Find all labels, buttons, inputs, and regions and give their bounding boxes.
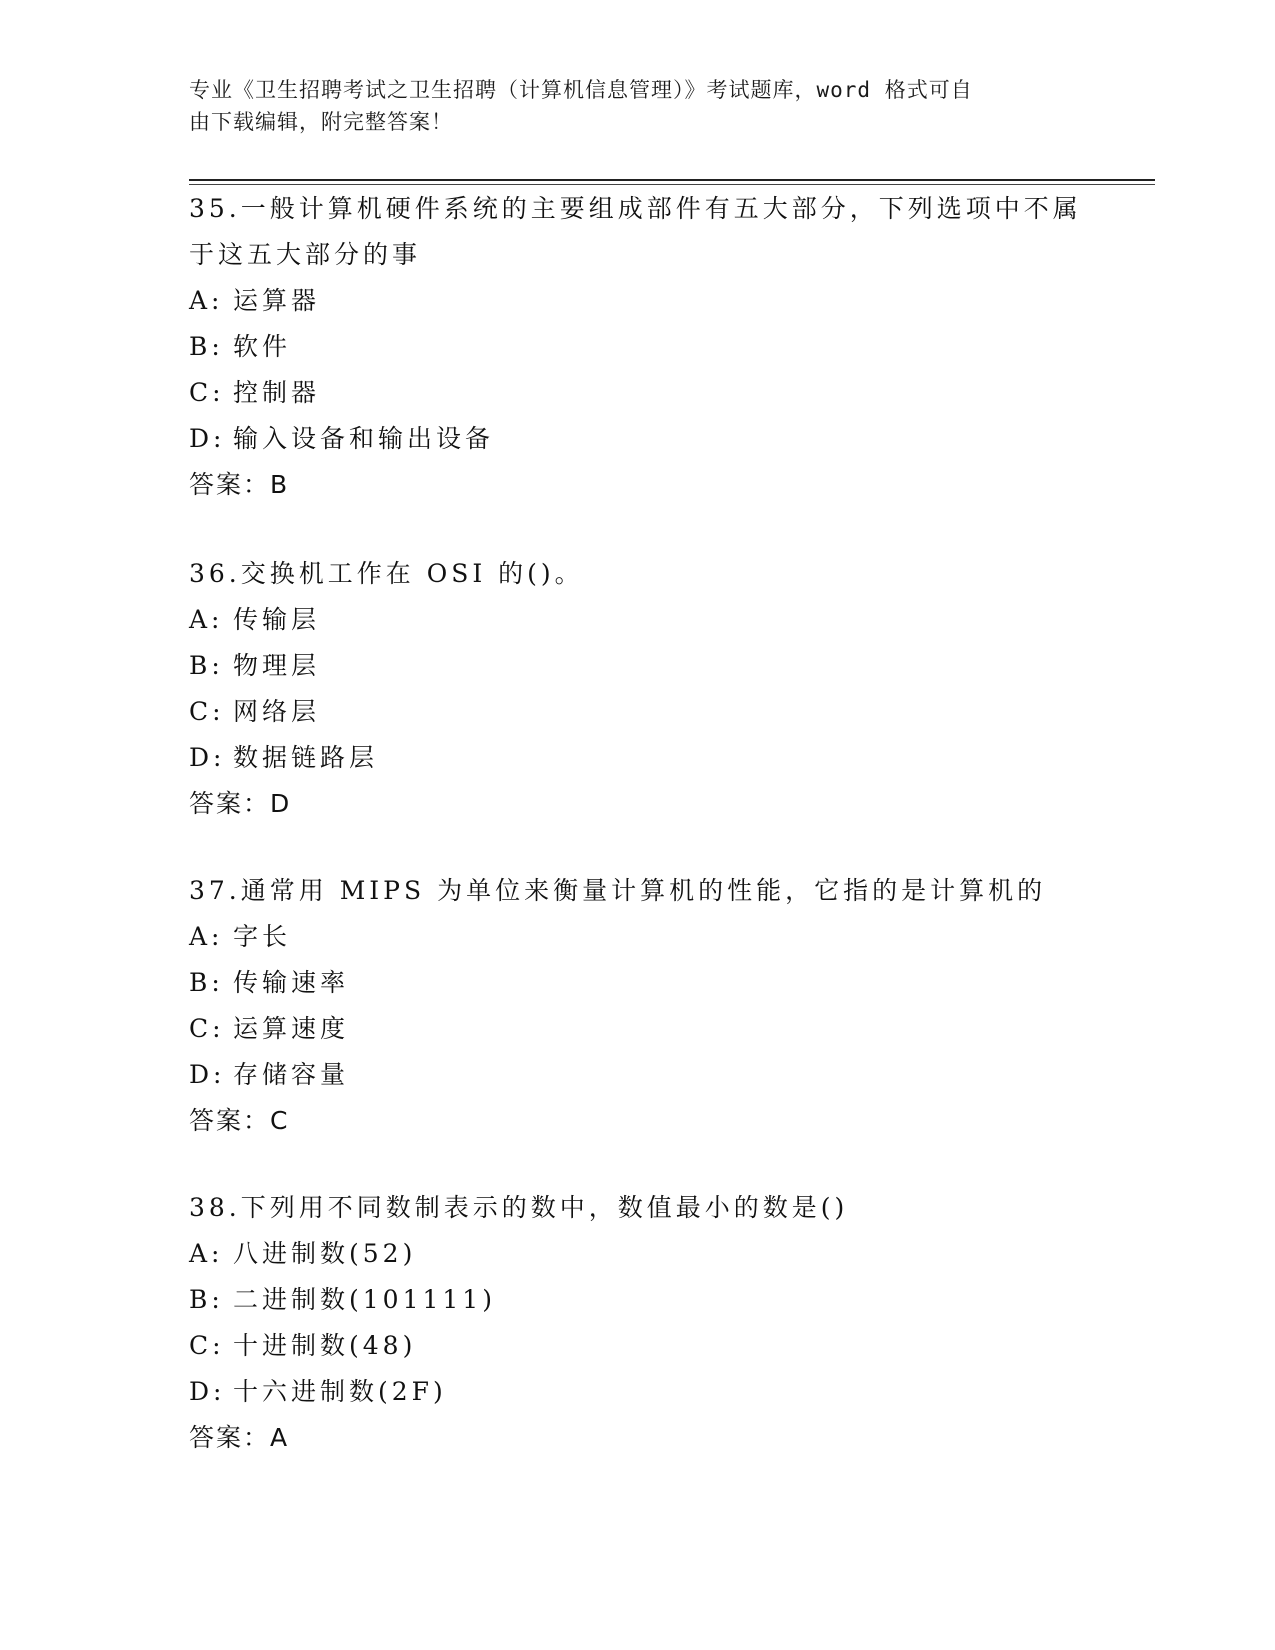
option-d <box>189 416 1109 462</box>
option-c <box>189 370 1109 416</box>
option-label: D: <box>189 1377 226 1406</box>
question-stem-line: 于这五大部分的事 <box>189 240 422 269</box>
option-label: C: <box>189 1331 225 1360</box>
option-text: 十进制数(48) <box>233 1331 417 1360</box>
option-text: 十六进制数(2F) <box>233 1377 447 1406</box>
question-stem <box>189 868 1109 914</box>
option-text: 存储容量 <box>233 1060 350 1089</box>
option-d <box>189 1369 1109 1415</box>
answer-line: 答案：C <box>189 1106 290 1135</box>
document-header <box>189 74 1089 138</box>
option-label: C: <box>189 378 225 407</box>
question-35 <box>189 186 1109 508</box>
option-text: 运算速度 <box>233 1014 350 1043</box>
option-c <box>189 689 1109 735</box>
option-b <box>189 324 1109 370</box>
question-stem-line: 35.一般计算机硬件系统的主要组成部件有五大部分，下列选项中不属 <box>189 194 1082 223</box>
option-label: B: <box>189 1285 224 1314</box>
option-label: B: <box>189 651 224 680</box>
option-text: 输入设备和输出设备 <box>233 424 495 453</box>
option-label: B: <box>189 332 224 361</box>
option-label: C: <box>189 697 225 726</box>
option-d <box>189 735 1109 781</box>
option-label: D: <box>189 743 226 772</box>
option-text: 数据链路层 <box>233 743 379 772</box>
header-divider-thin <box>189 184 1155 185</box>
option-a <box>189 278 1109 324</box>
option-text: 运算器 <box>233 286 321 315</box>
question-stem <box>189 186 1109 278</box>
question-stem-line: 37.通常用 MIPS 为单位来衡量计算机的性能，它指的是计算机的 <box>189 876 1047 905</box>
option-text: 控制器 <box>233 378 321 407</box>
header-divider-thick <box>189 179 1155 181</box>
option-label: A: <box>189 286 224 315</box>
option-a <box>189 1231 1109 1277</box>
question-stem <box>189 1185 1109 1231</box>
option-text: 软件 <box>233 332 292 361</box>
option-label: C: <box>189 1014 225 1043</box>
question-38 <box>189 1185 1109 1461</box>
option-text: 传输层 <box>233 605 321 634</box>
option-label: A: <box>189 605 224 634</box>
question-stem-line: 36.交换机工作在 OSI 的()。 <box>189 559 584 588</box>
option-label: D: <box>189 1060 226 1089</box>
option-c <box>189 1006 1109 1052</box>
option-text: 传输速率 <box>233 968 350 997</box>
option-label: D: <box>189 424 226 453</box>
option-d <box>189 1052 1109 1098</box>
option-label: A: <box>189 1239 224 1268</box>
header-line-1: 专业《卫生招聘考试之卫生招聘（计算机信息管理）》考试题库，word 格式可自 <box>189 78 973 102</box>
option-text: 二进制数(101111) <box>233 1285 496 1314</box>
answer-line: 答案：D <box>189 789 292 818</box>
option-a <box>189 597 1109 643</box>
option-text: 八进制数(52) <box>233 1239 417 1268</box>
header-line-2: 由下载编辑，附完整答案！ <box>189 110 453 134</box>
option-text: 字长 <box>233 922 292 951</box>
option-b <box>189 643 1109 689</box>
option-a <box>189 914 1109 960</box>
question-36 <box>189 551 1109 827</box>
question-stem-line: 38.下列用不同数制表示的数中，数值最小的数是() <box>189 1193 849 1222</box>
option-c <box>189 1323 1109 1369</box>
option-label: A: <box>189 922 224 951</box>
question-stem <box>189 551 1109 597</box>
option-text: 物理层 <box>233 651 321 680</box>
option-b <box>189 1277 1109 1323</box>
answer-line: 答案：A <box>189 1423 290 1452</box>
option-b <box>189 960 1109 1006</box>
option-text: 网络层 <box>233 697 321 726</box>
option-label: B: <box>189 968 224 997</box>
question-37 <box>189 868 1109 1144</box>
answer-line: 答案：B <box>189 470 290 499</box>
